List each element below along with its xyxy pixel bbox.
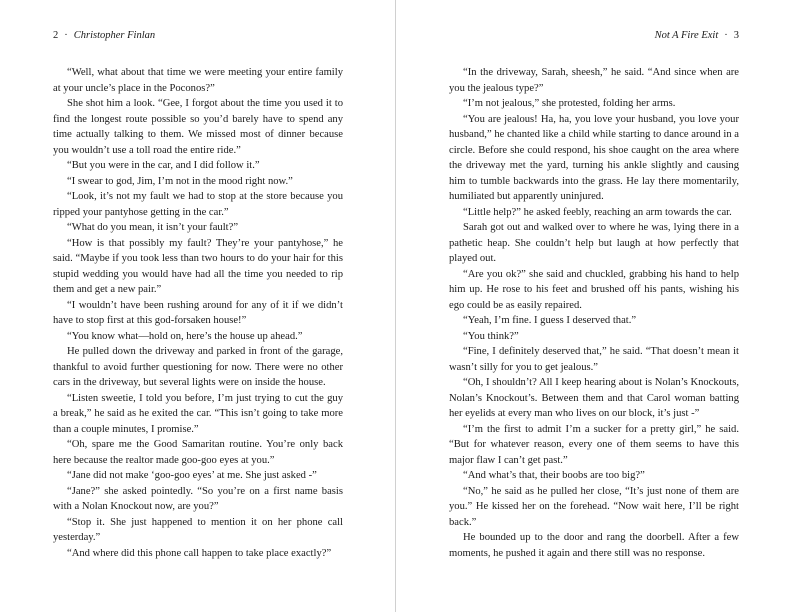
paragraph: “No,” he said as he pulled her close, “It’s just none of them are you.” He kissed her on the forehead. “Now wait here, I’ll be right back.” [449,485,739,528]
paragraph: He pulled down the driveway and parked in front of the garage, thankful to avoid further questioning for now. There were no other cars in the driveway, but several lights were on inside the house. [53,346,343,388]
paragraph: “What do you mean, it isn’t your fault?” [67,222,239,233]
paragraph: She shot him a look. “Gee, I forgot about the time you used it to find the longest route possible so you’d barely have to spend any time actually talking to them. We missed most of dinner because you wouldn’t use a toll road the entire ride.” [53,98,343,156]
paragraph: “I wouldn’t have been rushing around for any of it if we didn’t have to stop first at this god-forsaken house!” [53,299,343,326]
paragraph: “Oh, spare me the Good Samaritan routine. You’re only back here because the realtor made goo-goo eyes at you.” [53,439,343,466]
header-separator: · [724,30,728,41]
header-separator: · [64,30,68,41]
right-running-header [655,30,739,41]
paragraph: “Look, it’s not my fault we had to stop at the store because you ripped your pantyhose getting in the car.” [53,191,343,218]
paragraph: “Stop it. She just happened to mention it on her phone call yesterday.” [53,516,343,543]
page-number: 3 [733,30,739,41]
paragraph: “Listen sweetie, I told you before, I’m just trying to cut the guy a break,” he said as he exited the car. “This isn’t going to take more than a couple minutes, I promise.” [53,392,343,435]
paragraph: “And where did this phone call happen to take place exactly?” [67,547,332,559]
paragraph: “You are jealous! Ha, ha, you love your husband, you love your husband,” he chanted like a child while starting to dance around in a circle. Before she could respond, his shoe caught on the area where the driveway met the yard, turning his ankle slightly and causing him to tumble backwards into the grass. He lay there momentarily, humiliated but apparently uninjured. [449,113,739,202]
paragraph: “Jane did not make ‘goo-goo eyes’ at me. She just asked -” [67,470,317,481]
paragraph: “I’m the first to admit I’m a sucker for a pretty girl,” he said. “But for whatever reason, every one of them seems to have this major flaw I can’t get past.” [449,423,739,466]
paragraph: “In the driveway, Sarah, sheesh,” he said. “And since when are you the jealous type?” [449,67,739,94]
paragraph: “Are you ok?” she said and chuckled, grabbing his hand to help him up. He rose to his feet and brushed off his pants, wishing his ego could be as easily repaired. [449,268,739,311]
paragraph: “Yeah, I’m fine. I guess I deserved that.” [463,315,637,326]
paragraph: Sarah got out and walked over to where he was, lying there in a pathetic heap. She couldn’t help but laugh at how perfectly that played out. [449,222,739,264]
right-page-text [449,65,739,561]
paragraph: “How is that possibly my fault? They’re your pantyhose,” he said. “Maybe if you took less than two hours to do your hair for this stupid wedding you would have had all the time you needed to rip them and get a new pair.” [53,237,343,295]
right-page [396,0,792,612]
paragraph: “I swear to god, Jim, I’m not in the mood right now.” [67,175,293,187]
running-head-author: Christopher Finlan [73,30,156,41]
paragraph: “Jane?” she asked pointedly. “So you’re on a first name basis with a Nolan Knockout now, are you?” [53,485,343,512]
left-page-text [53,65,343,561]
paragraph: “But you were in the car, and I did follow it.” [67,160,260,171]
paragraph: “And what’s that, their boobs are too big?” [463,470,645,481]
paragraph: “I’m not jealous,” she protested, folding her arms. [463,98,676,109]
left-running-header [53,30,155,41]
paragraph: “Little help?” he asked feebly, reaching an arm towards the car. [463,206,732,218]
paragraph: “You think?” [463,330,519,342]
paragraph: “You know what—hold on, here’s the house up ahead.” [67,330,303,342]
running-head-title: Not A Fire Exit [654,30,719,41]
paragraph: “Fine, I definitely deserved that,” he said. “That doesn’t mean it wasn’t silly for you to get jealous.” [449,346,739,373]
paragraph: “Oh, I shouldn’t? All I keep hearing about is Nolan’s Knockouts, Nolan’s Knockout’s. Between them and that Carol woman batting her eyelids at every man who lives on our block, it’s just -” [449,377,739,419]
paragraph: “Well, what about that time we were meeting your entire family at your uncle’s place in the Poconos?” [53,67,343,94]
paragraph: He bounded up to the door and rang the doorbell. After a few moments, he pushed it again and there still was no response. [449,532,739,559]
page-number: 2 [53,30,59,41]
